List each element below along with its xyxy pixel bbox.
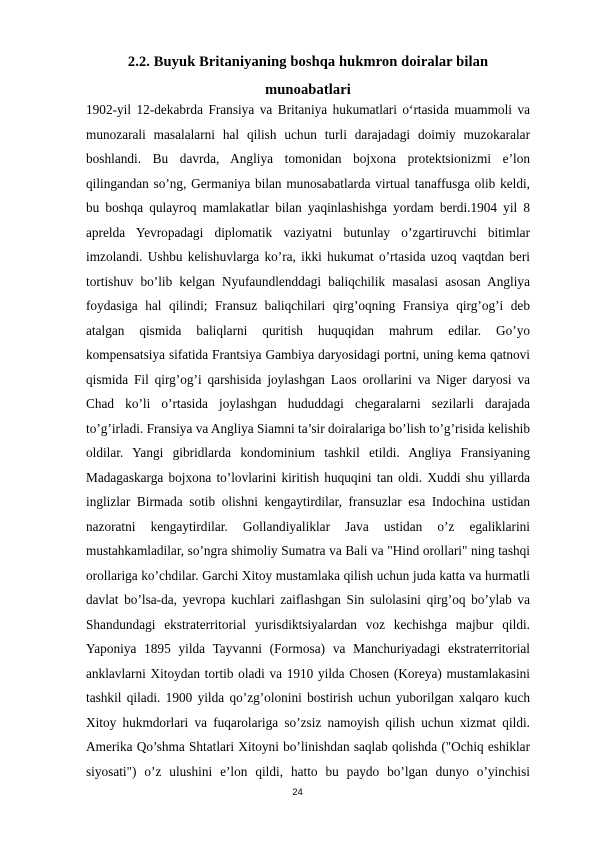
section-heading: 2.2. Buyuk Britaniyaning boshqa hukmron doiralar bilan munoabatlari [127, 54, 489, 98]
page-number: 24 [292, 787, 303, 798]
body-paragraph: 1902-yil 12-dekabrda Fransiya va Britaniya hukumatlari o‘rtasida muammoli va munozarali masalalarni hal qilish uchun turli darajadagi doimiy muzokaralar boshlandi. Bu davrda, Angliya tomonidan bojxona protektsionizmi e’lon qilingandan so’ng, Germaniya bilan munosabatlarda virtual tanaffusga olib keldi, bu boshqa qulayroq mamlakatlar bilan yaqinlashishga yordam berdi.1904 yil 8 aprelda Yevropadagi diplomatik vaziyatni butunlay o’zgartiruvchi bitimlar imzolandi. Ushbu kelishuvlarga ko’ra, ikki hukumat o’rtasida uzoq vaqtdan beri tortishuv bo’lib kelgan Nyufaundlenddagi baliqchilik masalasi asosan Angliya foydasiga hal qilindi; Fransuz baliqchilari qirg’oqning Fransiya qirg’og’i deb atalgan qismida baliqlarni quritish huquqidan mahrum edilar. Go’yo kompensatsiya sifatida Frantsiya Gambiya daryosidagi portni, uning kema qatnovi qismida Fil qirg’og’i qarshisida joylashgan Laos orollarini va Niger daryosi va Chad ko’li o’rtasida joylashgan hududdagi chegaralarni sezilarli darajada to’g’irladi. Fransiya va Angliya Siamni ta’sir doiralariga bo’lish to’g’risida kelishib oldilar. Yangi gibridlarda kondominium tashkil etildi. Angliya Fransiyaning Madagaskarga bojxona to’lovlarini kiritish huquqini tan oldi. Xuddi shu yillarda inglizlar Birmada sotib olishni kengaytirdilar, fransuzlar esa Indochina ustidan nazoratni kengaytirdilar. Gollandiyaliklar Java ustidan o’z egaliklarini mustahkamladilar, so’ngra shimoliy Sumatra va Bali va "Hind orollari" ning tashqi orollariga ko’chdilar. Garchi Xitoy mustamlaka qilish uchun juda katta va hurmatli davlat bo’lsa-da, yevropa kuchlari zaiflashgan Sin sulolasini qirg’oq bo’ylab va Shandundagi ekstraterritorial yurisdiktsiyalardan voz kechishga majbur qildi. Yaponiya 1895 yilda Tayvanni (Formosa) va Manchuriyadagi ekstraterritorial anklavlarni Xitoydan tortib oladi va 1910 yilda Chosen (Koreya) mustamlakasini tashkil qiladi. 1900 yilda qo’zg’olonini bostirish uchun yuborilgan xalqaro kuch Xitoy hukmdorlari va fuqarolariga so’zsiz namoyish qilish uchun xizmat qildi. Amerika Qo’shma Shtatlari Xitoyni bo’linishdan saqlab qolishda ("Ochiq eshiklar siyosati") o’z ulushini e’lon qildi, hatto bu paydo bo’lgan dunyo o’yinchisi [86, 102, 530, 779]
